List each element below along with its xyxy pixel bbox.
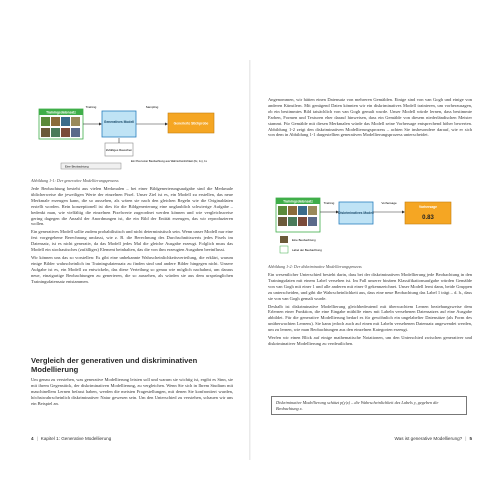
left-footer: 4 | Kapitel 1: Generative Modellierung — [31, 436, 112, 441]
figure-discriminative-process — [268, 190, 472, 260]
figure1-caption: Abbildung 1-1: Der generative Modellierungsprozess — [31, 178, 119, 183]
training-arrow-label: Training — [323, 201, 335, 205]
paragraph: Wir können uns das so vorstellen: Es gibt eine unbekannte Wahrscheinlichkeitsverteilung, die erklärt, warum einige Bilder wahrscheinlich im Trainingsdatensatz zu finden sind und andere Bilder hingegen nicht. Unsere Aufgabe ist es, ein Modell zu entwickeln, das diese Verteilung so genau wie möglich nachahmt, um daraus neue, einzigartige Beobachtungen zu generieren, die so aussehen, als würden sie aus dem ursprünglichen Trainingsdatensatz entstammen. — [31, 254, 233, 284]
figure2-caption-area — [268, 264, 472, 269]
figure2-caption: Abbildung 1-2: Der diskriminative Modellierungsprozess — [268, 264, 362, 269]
section-title: Vergleich der generativen und diskriminativen Modellierung — [31, 356, 198, 374]
generated-sample-label: Generierte Stichprobe — [173, 121, 209, 126]
figure1-caption-area — [31, 178, 233, 183]
paragraph: Ein generatives Modell sollte zudem probabilistisch und nicht deterministisch sein. Wenn unser Modell nur eine fest vorgegebene Berechnung umfasst, wie z. B. die Berechnung des Durchschnittswerts jedes Pixels im Datensatz, ist es nicht generativ, da das Modell jedes Mal die gleiche Ausgabe erzeugt. Folglich muss das Modell ein stochastisches (zufälliges) Element beinhalten, das die von ihm erzeugten Ausgaben beeinflusst. — [31, 229, 233, 253]
callout-text: Diskriminative Modellierung schätzt p(y|x) – die Wahrscheinlichkeit des Labels y, gegeben die Beobachtung x. — [276, 400, 439, 411]
page-number: 4 — [31, 436, 34, 441]
discriminative-model-label: Diskriminatives Modell — [338, 211, 374, 215]
chapter-title: Kapitel 1: Generative Modellierung — [40, 436, 112, 441]
observation-label-label: Label der Beobachtung — [292, 248, 322, 252]
paragraph: Ein wesentlicher Unterschied besteht darin, dass bei der diskriminativen Modellierung jede Beobachtung in den Trainingsdaten mit einem Label versehen ist. Im Fall unserer binären Klassifikationsaufgabe würden Gemälde von van Gogh mit einer 1 und alle anderen mit einer 0 gekennzeichnet. Unser Modell lernt dann, beide Gruppen zu unterscheiden, und gibt die Wahrscheinlichkeit aus, dass eine neue Beobachtung das Label 1 trägt – d. h., dass sie von van Gogh gemalt wurde. — [268, 272, 472, 301]
random-noise-label: Zufälliges Rauschen — [105, 148, 133, 152]
page-number: 5 — [469, 436, 472, 441]
definition-callout — [271, 396, 467, 415]
section-running-title: Was ist generative Modellierung? — [394, 436, 463, 441]
training-arrow-label: Training — [85, 105, 97, 109]
right-page — [251, 0, 500, 500]
sampling-arrow-label: Sampling — [145, 105, 159, 109]
paragraph: Angenommen, wir hätten einen Datensatz von mehreren Gemälden. Einige sind von van Gogh und einige von anderen Künstlern. Mit genügend Daten könnten wir ein diskriminatives Modell trainieren, um vorherzusagen, ob ein bestimmtes Bild tatsächlich von van Gogh gemalt wurde. Unser Modell würde lernen, dass bestimmte Farben, Formen und Texturen eher darauf hinweisen, dass ein Gemälde von diesem niederländischen Meister stammt. Für Gemälde mit diesen Merkmalen würde das Modell seine Vorhersage entsprechend höher bewerten. Abbildung 1-2 zeigt den diskriminativen Modellierungsprozess – achten Sie insbesondere darauf, wie er sich von dem in Abbildung 1-1 dargestellten generativen Modellierungsprozess unterscheidet. — [268, 97, 472, 138]
observation-label: Eine Beobachtung — [65, 164, 89, 169]
prediction-label: Vorhersage — [419, 205, 437, 209]
figure-generative-process — [31, 97, 231, 175]
right-footer: Was ist generative Modellierung? | 5 — [394, 436, 472, 441]
left-body-top — [31, 186, 233, 287]
left-page — [0, 0, 249, 500]
generative-model-box — [102, 111, 136, 137]
training-dataset-label: Trainingsdatensatz — [283, 199, 313, 204]
training-dataset-label: Trainingsdatensatz — [46, 110, 76, 115]
prediction-value: 0.83 — [422, 215, 434, 221]
observation-label: Eine Beobachtung — [292, 238, 316, 242]
paragraph: Deshalb ist diskriminative Modellierung gleichbedeutend mit überwachtem Lernen beziehungsweise dem Erlernen einer Funktion, die eine Eingabe mithilfe eines mit Labeln versehenen Datensatzes auf eine Ausgabe abbildet. Für die generative Modellierung bedarf es für gewöhnlich ein ungelabelter Datensätze (als Form des unüberwachten Lernens). Sie kann jedoch auch auf einen mit Labeln versehenen Datensatz angewendet werden, um zu lernen, wie man Beobachtungen aus den einzelnen Kategorien erzeugt. — [268, 303, 472, 333]
pixel-estimate-label: Ein Pixel einer Beobachtung aus Wahrscheinlichkeit (0x, 1x), 1x — [131, 160, 207, 163]
paragraph: Werfen wir einen Blick auf einige mathematische Notationen, um den Unterschied zwischen generativer und diskriminativer Modellierung zu verdeutlichen. — [268, 335, 472, 346]
paragraph: Jede Beobachtung besteht aus vielen Merkmalen – bei einer Bildgenerierungsaufgabe sind die Merkmale üblicherweise die jeweiligen Werte der einzelnen Pixel. Unser Ziel ist es, ein Modell zu erstellen, das neue Merkmale erzeugen kann, die so aussehen, als wären sie nach den gleichen Regeln wie die Originaldaten erstellt worden. Rein konzeptionell ist dies für die Bildgenerierung eine unglaublich schwierige Aufgabe – bedenkt man, wie vielfältig die einzelnen Pixelwerte zugeordnet werden können und wie vergleichsweise gering dagegen die Anzahl der Anordnungen ist, die ein Bild der Entität erzeugen, das wir reproduzieren wollen. — [31, 186, 233, 227]
right-body-top — [268, 97, 472, 140]
prediction-arrow-label: Vorhersage — [381, 201, 397, 205]
generative-model-label: Generatives Modell — [103, 120, 135, 124]
left-section — [31, 356, 233, 409]
right-body-bottom — [268, 272, 472, 349]
paragraph: Um genau zu verstehen, was generative Modellierung leisten soll und warum sie wichtig ist, ergibt es Sinn, sie mit ihrem Gegenstück, der diskriminativen Modellierung, zu vergleichen. Wenn Sie sich in Ihrem Studium mit maschinellem Lernen befasst haben, werden die meisten Fragestellungen, mit denen Sie konfrontiert wurden, höchstwahrscheinlich diskriminativer Natur gewesen sein. Um den Unterschied zu verstehen, schauen wir uns ein Beispiel an. — [31, 377, 233, 406]
